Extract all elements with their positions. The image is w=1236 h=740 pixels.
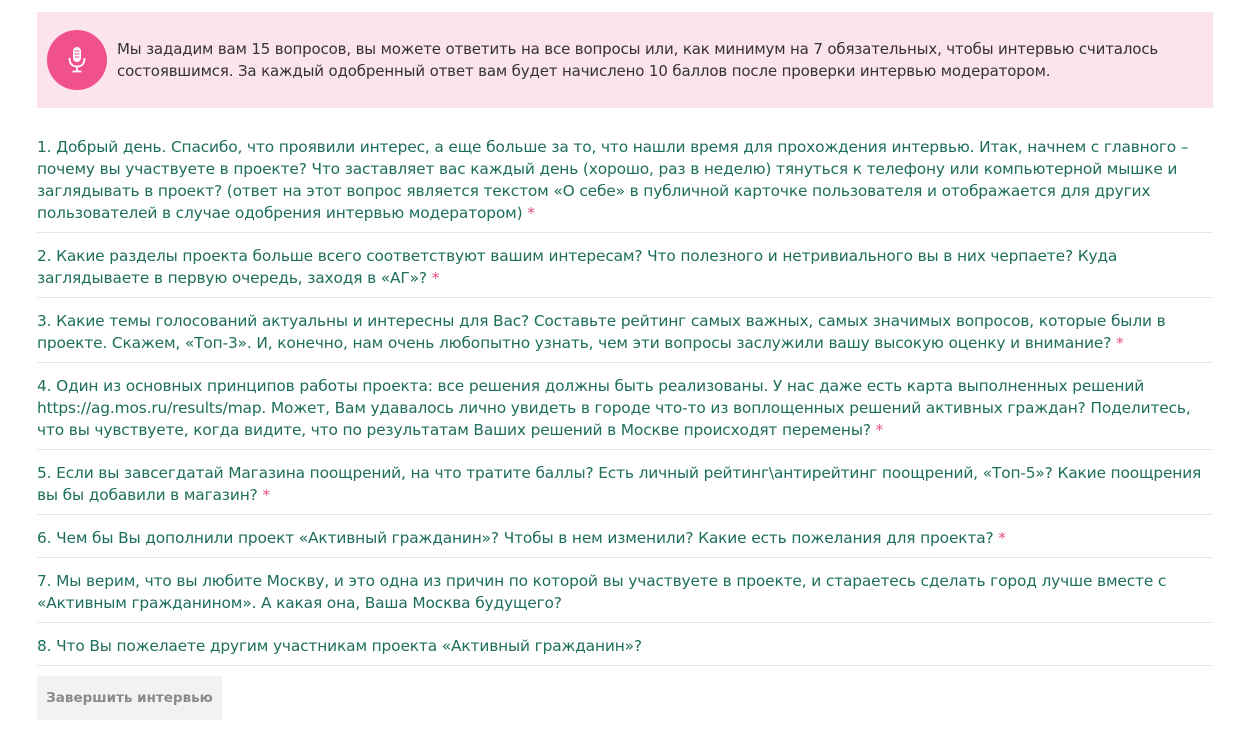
required-mark: *: [998, 529, 1006, 547]
required-mark: *: [875, 421, 884, 439]
notice-text: Мы зададим вам 15 вопросов, вы можете ответить на все вопросы или, как минимум на 7 обязательных, чтобы интервью считалось состоявшимся. За каждый одобренный ответ вам будет начислено 10 баллов после проверки интервью модератором.: [117, 40, 1159, 80]
microphone-icon: [47, 30, 107, 90]
question-text: 5. Если вы завсегдатай Магазина поощрений, на что тратите баллы? Есть личный рейтинг\антирейтинг поощрений, «Топ-5»? Какие поощрения вы бы добавили в магазин?: [37, 464, 1202, 504]
question-text: 7. Мы верим, что вы любите Москву, и это одна из причин по которой вы участвуете в проекте, и стараетесь сделать город лучше вместе с «Активным гражданином». А какая она, Ваша Москва будущего?: [37, 572, 1167, 612]
question-item[interactable]: [37, 570, 1213, 623]
question-text: 4. Один из основных принципов работы проекта: все решения должны быть реализованы. У нас даже есть карта выполненных решений https://ag.mos.ru/results/map. Может, Вам удавалось лично увидеть в городе что-то из воплощенных решений активных граждан? Поделитесь, что вы чувствуете, когда видите, что по результатам Ваших решений в Москве происходят перемены?: [37, 377, 1191, 439]
interview-page: [37, 12, 1213, 720]
finish-interview-button[interactable]: Завершить интервью: [37, 676, 222, 720]
required-mark: *: [431, 269, 440, 287]
question-text: 8. Что Вы пожелаете другим участникам проекта «Активный гражданин»?: [37, 637, 642, 655]
questions-list: [37, 136, 1213, 666]
question-item[interactable]: [37, 310, 1213, 363]
question-item[interactable]: [37, 462, 1213, 515]
question-text: 3. Какие темы голосований актуальны и интересны для Вас? Составьте рейтинг самых важных, самых значимых вопросов, которые были в проекте. Скажем, «Топ-3». И, конечно, нам очень любопытно узнать, чем эти вопросы заслужили вашу высокую оценку и внимание?: [37, 312, 1166, 352]
question-text: 6. Чем бы Вы дополнили проект «Активный гражданин»? Чтобы в нем изменили? Какие есть пожелания для проекта?: [37, 529, 994, 547]
question-text: 1. Добрый день. Спасибо, что проявили интерес, а еще больше за то, что нашли время для прохождения интервью. Итак, начнем с главного – почему вы участвуете в проекте? Что заставляет вас каждый день (хорошо, раз в неделю) тянуться к телефону или компьютерной мышке и заглядывать в проект? (ответ на этот вопрос является текстом «О себе» в публичной карточке пользователя и отображается для других пользователей в случае одобрения интервью модератором): [37, 138, 1189, 222]
question-item[interactable]: [37, 136, 1213, 233]
question-item[interactable]: [37, 527, 1213, 558]
required-mark: *: [262, 486, 270, 504]
question-item[interactable]: [37, 245, 1213, 298]
interview-notice: [37, 12, 1213, 108]
question-item[interactable]: [37, 635, 1213, 666]
question-item[interactable]: [37, 375, 1213, 450]
required-mark: *: [527, 204, 535, 222]
required-mark: *: [1116, 334, 1124, 352]
question-text: 2. Какие разделы проекта больше всего соответствуют вашим интересам? Что полезного и нетривиального вы в них черпаете? Куда заглядываете в первую очередь, заходя в «АГ»?: [37, 247, 1118, 287]
